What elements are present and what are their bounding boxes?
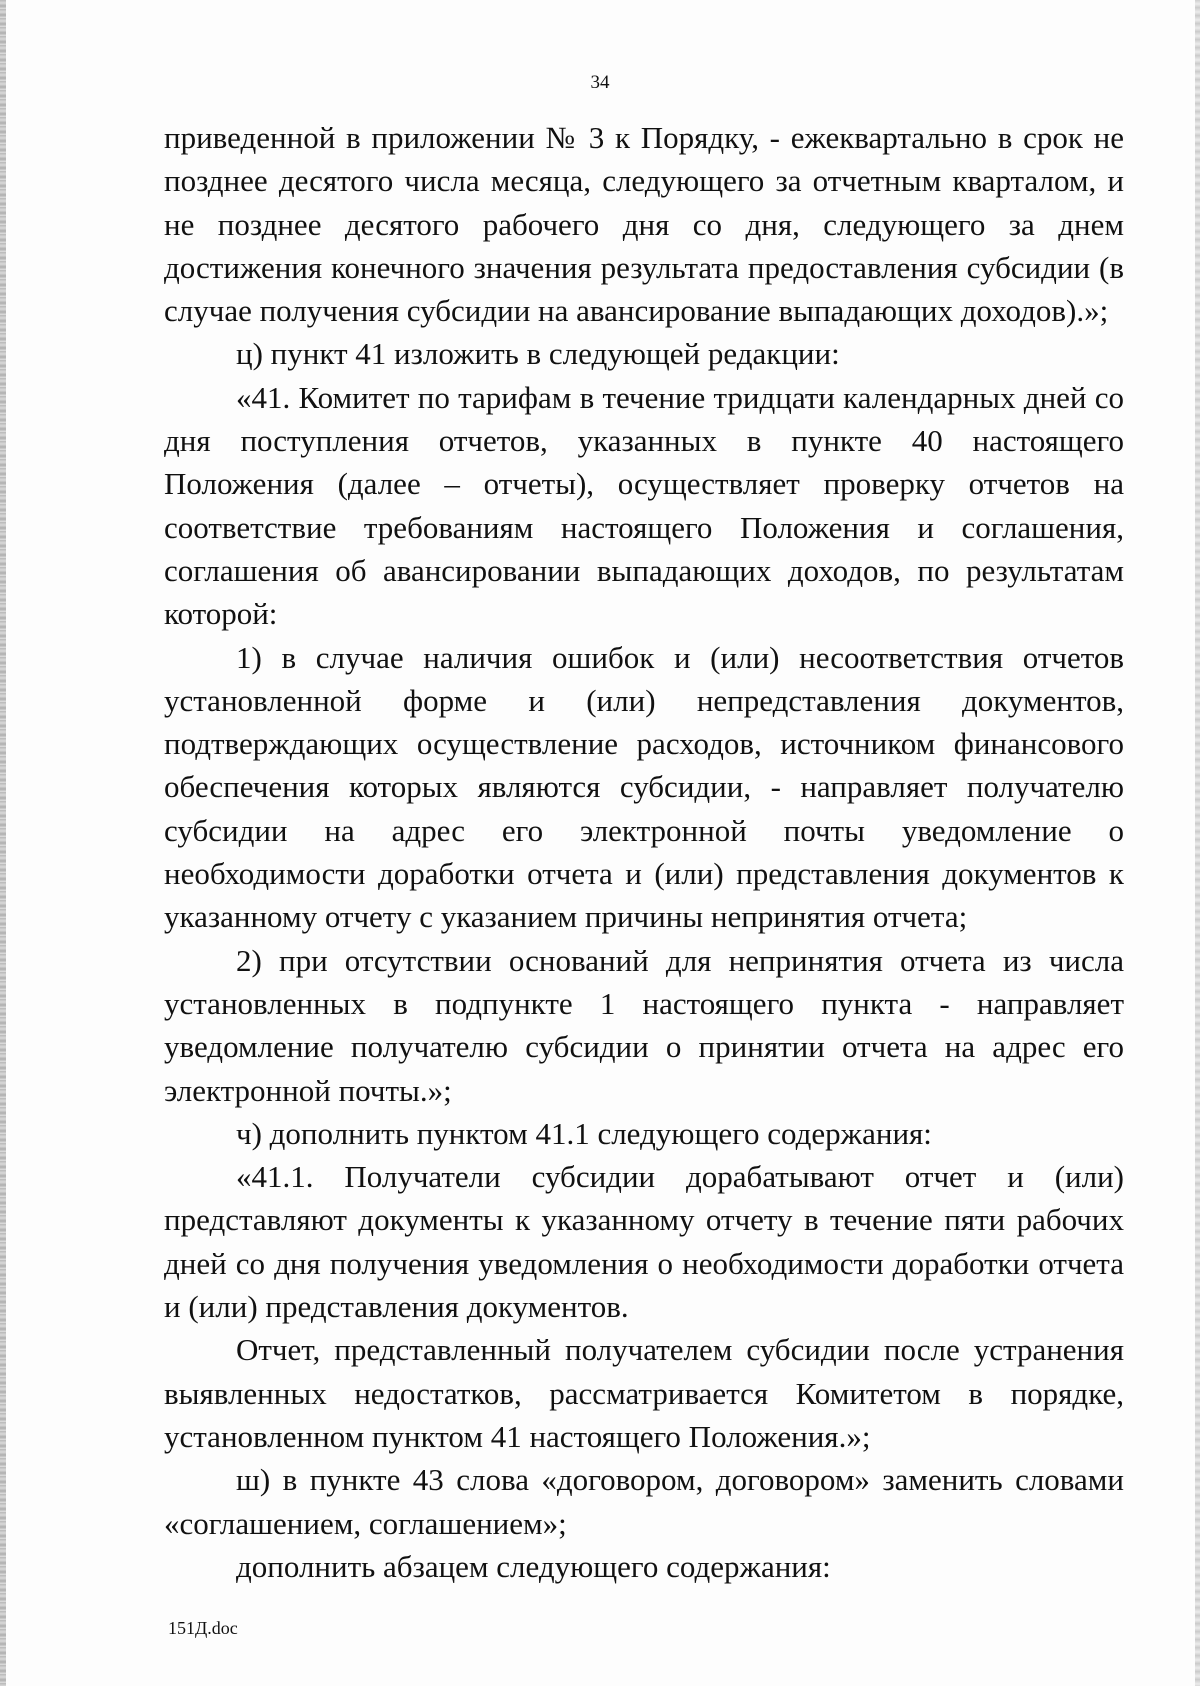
scan-edge-left: [0, 0, 6, 1686]
page-number: 34: [590, 72, 610, 93]
paragraph-point-41: «41. Комитет по тарифам в течение тридцати календарных дней со дня поступления отчетов, указанных в пункте 40 настоящего Положения (далее – отчеты), осуществляет проверку отчетов на соответствие требованиям настоящего Положения и соглашения, соглашения об авансировании выпадающих доходов, по результатам которой:: [164, 379, 1124, 632]
paragraph-item-ts: ц) пункт 41 изложить в следующей редакции:: [236, 336, 840, 372]
document-body: [164, 116, 1124, 1588]
paragraph-report-resubmission: Отчет, представленный получателем субсидии после устранения выявленных недостатков, рассматривается Комитетом в порядке, установленном пунктом 41 настоящего Положения.»;: [164, 1332, 1124, 1454]
paragraph-subpoint-1: 1) в случае наличия ошибок и (или) несоответствия отчетов установленной форме и (или) непредставления документов, подтверждающих осуществление расходов, источником финансового обеспечения которых являются субсидии, - направляет получателю субсидии на адрес его электронной почты уведомление о необходимости доработки отчета и (или) представления документов к указанному отчету с указанием причины непринятия отчета;: [164, 639, 1124, 935]
paragraph-add-clause: дополнить абзацем следующего содержания:: [236, 1548, 831, 1584]
paragraph-point-41-1: «41.1. Получатели субсидии дорабатывают отчет и (или) представляют документы к указанному отчету в течение пяти рабочих дней со дня получения уведомления о необходимости доработки отчета и (или) представления документов.: [164, 1159, 1124, 1325]
paragraph-item-ch: ч) дополнить пунктом 41.1 следующего содержания:: [236, 1115, 932, 1151]
scan-edge-right: [1195, 0, 1200, 1686]
document-footer-filename: 151Д.doc: [168, 1618, 238, 1638]
paragraph-continuation: приведенной в приложении № 3 к Порядку, - ежеквартально в срок не позднее десятого числа месяца, следующего за отчетным кварталом, и не позднее десятого рабочего дня со дня, следующего за днем достижения конечного значения результата предоставления субсидии (в случае получения субсидии на авансирование выпадающих доходов).»;: [164, 120, 1124, 329]
paragraph-subpoint-2: 2) при отсутствии оснований для непринятия отчета из числа установленных в подпункте 1 настоящего пункта - направляет уведомление получателю субсидии о принятии отчета на адрес его электронной почты.»;: [164, 942, 1124, 1108]
paragraph-item-sh: ш) в пункте 43 слова «договором, договором» заменить словами «соглашением, соглашением»;: [164, 1462, 1124, 1541]
